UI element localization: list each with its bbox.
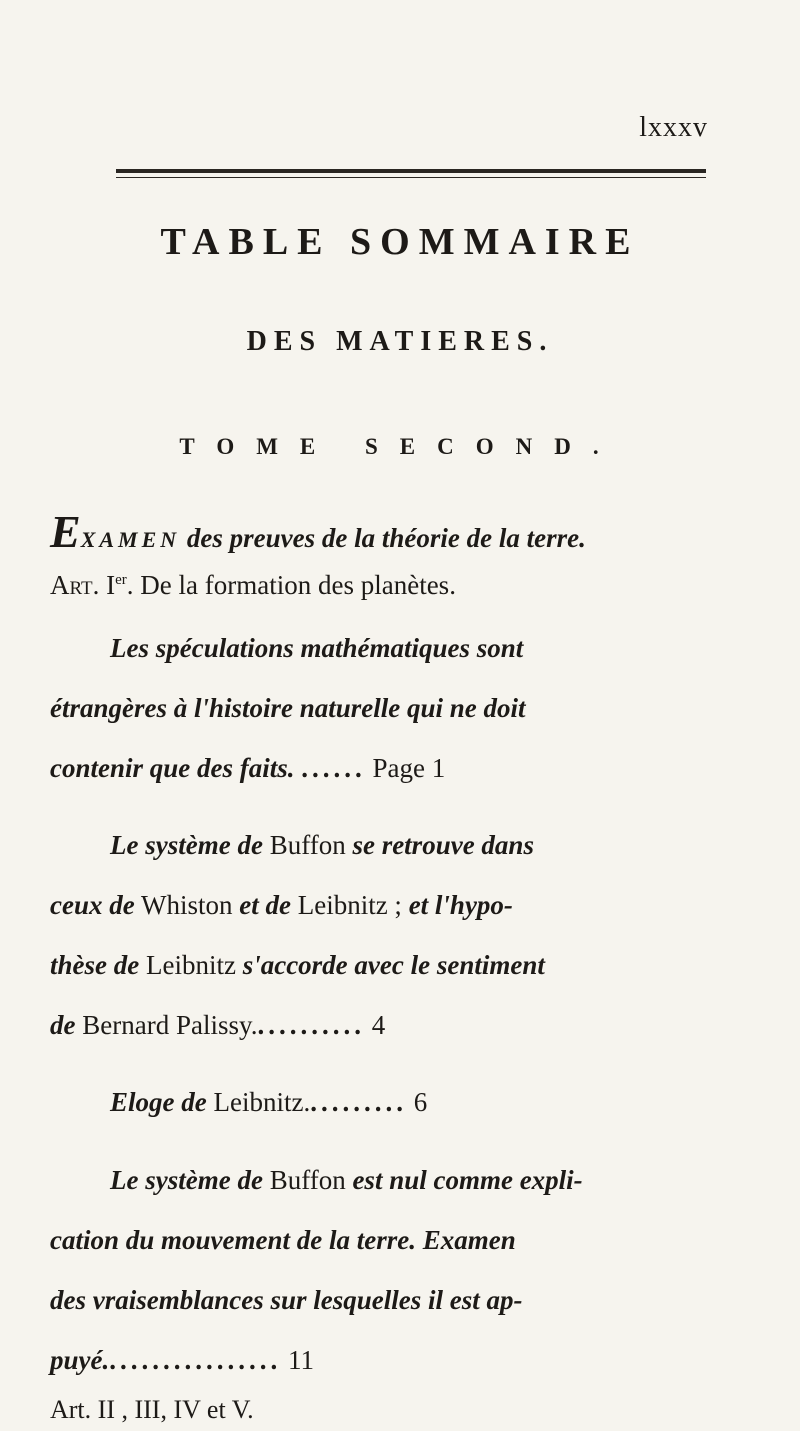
entry-2-text: et l'hypo- [408,890,513,920]
examen-text: des preuves de la théorie de la terre. [186,523,586,553]
entry-2-line-3 [50,950,545,981]
entry-4-text: est nul comme expli- [352,1165,583,1195]
drop-cap: E [50,506,81,557]
title-subtitle: DES MATIERES. [246,326,554,357]
entry-2-line-4 [50,1010,385,1041]
entry-4-text: Le système de [110,1165,263,1195]
entry-2-text: de [50,1010,76,1040]
entry-1-line-1: Les spéculations mathématiques sont [110,633,524,663]
article-1-text: . De la formation des planètes. [126,570,456,600]
entry-1-page-label: Page [372,753,425,783]
examen-caps: XAMEN [80,527,181,552]
entry-4-line-4 [50,1345,314,1376]
header-rule-thin [116,177,706,178]
entry-4-leader-dots: ................ [109,1345,282,1375]
entry-2-name: Leibnitz ; [297,890,402,920]
entry-2-text: s'accorde avec le sentiment [242,950,545,980]
entry-4-line-3: des vraisemblances sur lesquelles il est ap- [50,1285,523,1315]
entry-2-text: et de [239,890,291,920]
title-volume: TOME SECOND. [179,434,621,459]
entry-2-text: ceux de [50,890,135,920]
entry-2-name: Buffon [269,830,346,860]
examen-heading [50,505,800,558]
entry-3-leader-dots: ......... [310,1087,407,1117]
article-1-heading [50,570,800,601]
article-2-heading: Art. II , III, IV et V. [50,1395,254,1424]
entry-3-text: Eloge de [110,1087,207,1117]
entry-2-text: se retrouve dans [352,830,534,860]
entry-3-page: 6 [413,1087,428,1117]
entry-4-page: 11 [287,1345,314,1375]
header-rule-thick [116,169,706,173]
entry-2-page: 4 [371,1010,386,1040]
entry-2-line-2 [50,890,513,921]
entry-3-name: Leibnitz. [213,1087,311,1117]
entry-4-text-end: puyé. [50,1345,110,1375]
entry-2-line-1 [110,830,534,861]
entry-2-text: thèse de [50,950,140,980]
article-1-sup: er [115,572,127,588]
entry-4-name: Buffon [269,1165,346,1195]
entry-1-line-2: étrangères à l'histoire naturelle qui ne doit [50,693,526,723]
entry-4-line-2: cation du mouvement de la terre. Examen [50,1225,516,1255]
entry-1-page: 1 [431,753,446,783]
entry-1-leader-dots: ...... [301,753,366,783]
entry-1-text-end: contenir que des faits. [50,753,295,783]
article-1-label: Art. I [50,570,116,600]
entry-2-name: Leibnitz [145,950,236,980]
entry-1-line-3 [50,753,445,784]
title-main: TABLE SOMMAIRE [160,221,640,263]
entry-2-leader-dots: .......... [257,1010,365,1040]
entry-3-line [110,1087,427,1118]
page-number: lxxxv [639,112,708,143]
entry-2-name: Bernard Palissy. [82,1010,258,1040]
entry-2-name: Whiston [140,890,233,920]
entry-2-text: Le système de [110,830,263,860]
entry-4-line-1 [110,1165,583,1196]
